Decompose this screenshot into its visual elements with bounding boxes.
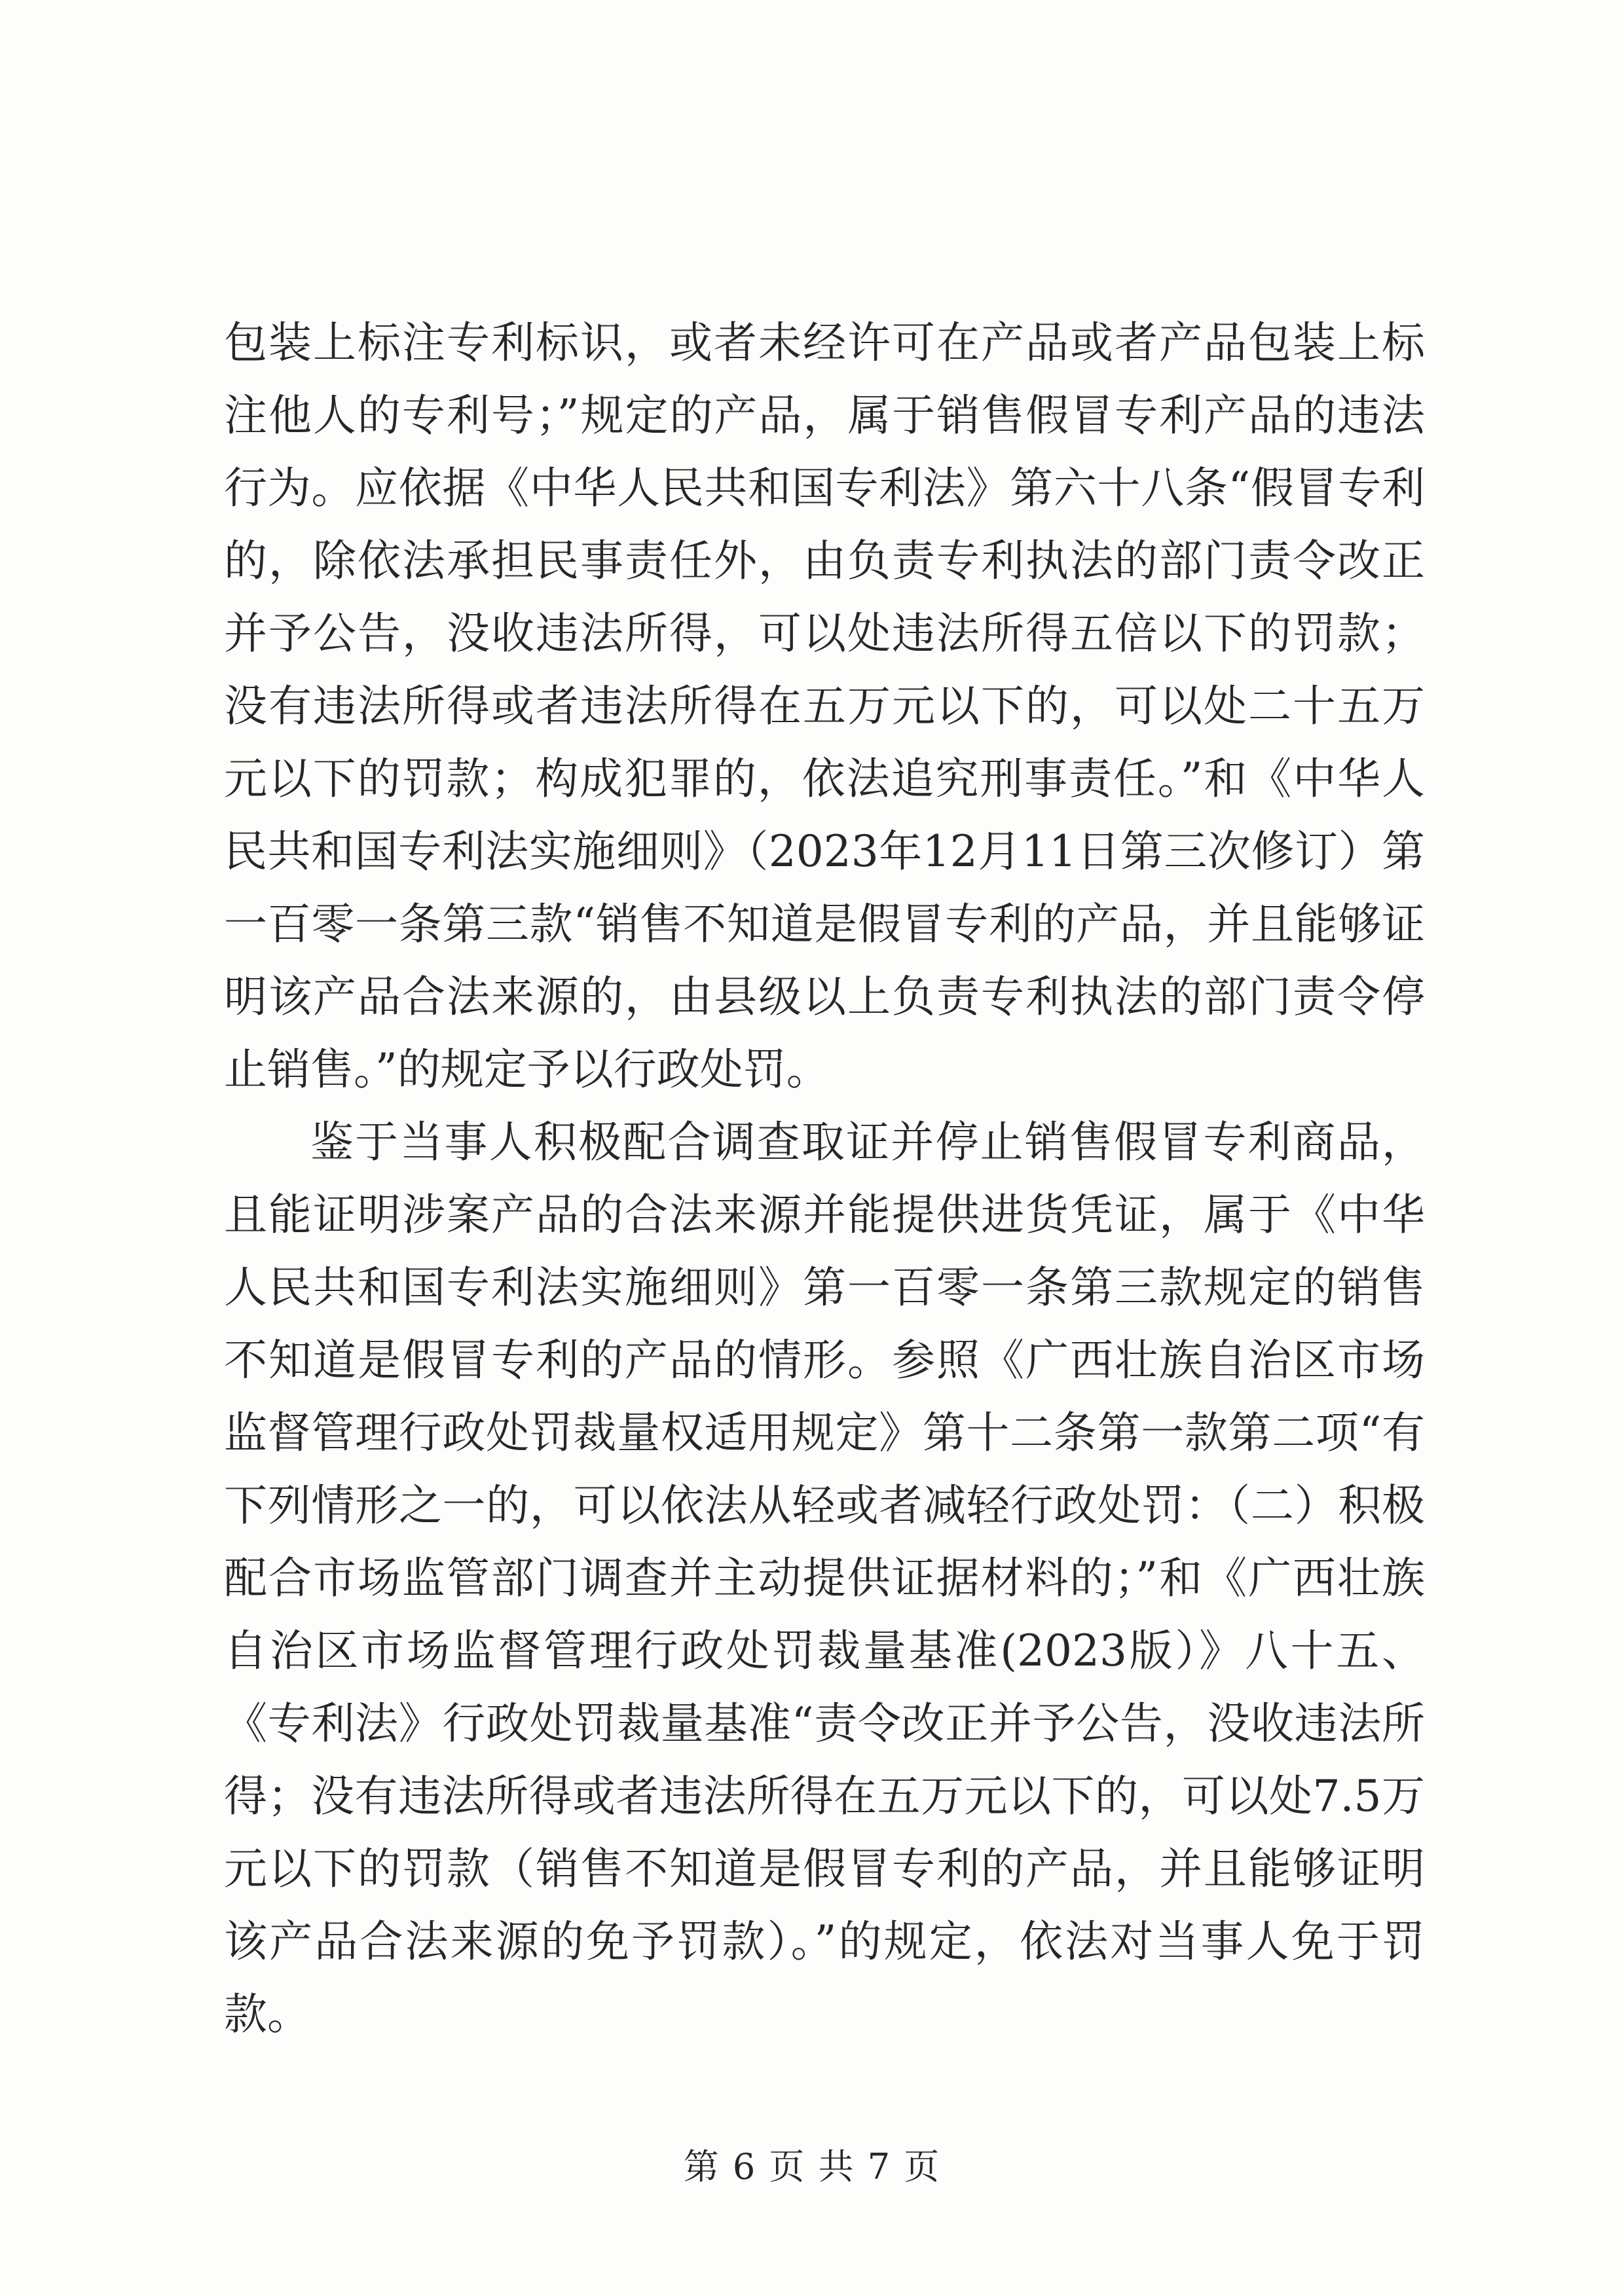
page-footer	[0, 2146, 1624, 2188]
page-number: 第 6 页 共 7 页	[683, 2146, 941, 2187]
document-body	[224, 306, 1425, 2050]
paragraph-legal-basis: 包装上标注专利标识，或者未经许可在产品或者产品包装上标注他人的专利号；”规定的产品，属于销售假冒专利产品的违法行为。应依据《中华人民共和国专利法》第六十八条“假冒专利的，除依法承担民事责任外，由负责专利执法的部门责令改正并予公告，没收违法所得，可以处违法所得五倍以下的罚款；没有违法所得或者违法所得在五万元以下的，可以处二十五万元以下的罚款；构成犯罪的，依法追究刑事责任。”和《中华人民共和国专利法实施细则》（2023年12月11日第三次修订）第一百零一条第三款“销售不知道是假冒专利的产品，并且能够证明该产品合法来源的，由县级以上负责专利执法的部门责令停止销售。”的规定予以行政处罚。	[224, 318, 1425, 1095]
paragraph-penalty-decision: 鉴于当事人积极配合调查取证并停止销售假冒专利商品，且能证明涉案产品的合法来源并能提供进货凭证，属于《中华人民共和国专利法实施细则》第一百零一条第三款规定的销售不知道是假冒专利的产品的情形。参照《广西壮族自治区市场监督管理行政处罚裁量权适用规定》第十二条第一款第二项“有下列情形之一的，可以依法从轻或者减轻行政处罚：（二）积极配合市场监管部门调查并主动提供证据材料的；”和《广西壮族自治区市场监督管理行政处罚裁量基准(2023版）》八十五、《专利法》行政处罚裁量基准“责令改正并予公告，没收违法所得；没有违法所得或者违法所得在五万元以下的，可以处7.5万元以下的罚款（销售不知道是假冒专利的产品，并且能够证明该产品合法来源的免予罚款）。”的规定，依法对当事人免于罚款。	[224, 1117, 1425, 2039]
